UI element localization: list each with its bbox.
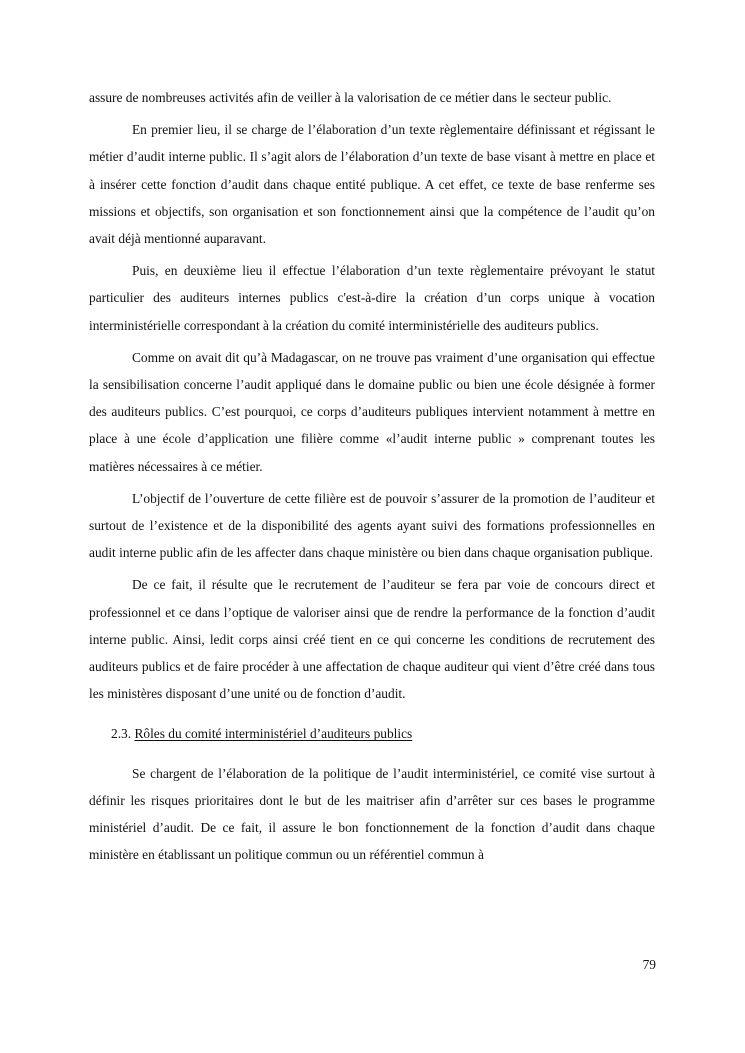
section-heading (111, 720, 655, 747)
paragraph-objective: L’objectif de l’ouverture de cette filière est de pouvoir s’assurer de la promotion de l’auditeur et surtout de l’existence et de la disponibilité des agents ayant suivi des formations professionnelles en audit interne public afin de les affecter dans chaque ministère ou bien dans chaque organisation publique. (89, 490, 655, 561)
paragraph-continuation: assure de nombreuses activités afin de veiller à la valorisation de ce métier dans le secteur public. (89, 90, 612, 105)
paragraph-recruitment: De ce fait, il résulte que le recrutement de l’auditeur se fera par voie de concours direct et professionnel et ce dans l’optique de valoriser ainsi que de rendre la performance de la fonction d’audit interne public. Ainsi, ledit corps ainsi créé tient en ce qui concerne les conditions de recrutement des auditeurs publics et de faire procéder à une affectation de chaque auditeur qui vient d’être créé dans tous les ministères disposant d’une unité ou de fonction d’audit. (89, 577, 655, 702)
section-title: Rôles du comité interministériel d’auditeurs publics (134, 726, 413, 742)
paragraph-second-role: Puis, en deuxième lieu il effectue l’élaboration d’un texte règlementaire prévoyant le statut particulier des auditeurs internes publics c'est-à-dire la création d’un corps unique à vocation interministérielle correspondant à la création du comité interministérielle des auditeurs publics. (89, 263, 655, 333)
paragraph-madagascar: Comme on avait dit qu’à Madagascar, on ne trouve pas vraiment d’une organisation qui effectue la sensibilisation concerne l’audit appliqué dans le domaine public ou bien une école désignée à former des auditeurs publics. C’est pourquoi, ce corps d’auditeurs publiques intervient notamment à mettre en place à une école d’application une filière comme «l’audit interne public » comprenant toutes les matières nécessaires à ce métier. (89, 349, 655, 474)
section-number: 2.3. (111, 726, 132, 742)
paragraph-first-role: En premier lieu, il se charge de l’élaboration d’un texte règlementaire définissant et régissant le métier d’audit interne public. Il s’agit alors de l’élaboration d’un texte de base visant à mettre en place et à insérer cette fonction d’audit dans chaque entité publique. A cet effet, ce texte de base renferme ses missions et objectifs, son organisation et son fonctionnement ainsi que la compétence de l’audit qu’on avait déjà mentionné auparavant. (89, 122, 655, 247)
paragraph-committee-role: Se chargent de l’élaboration de la politique de l’audit interministériel, ce comité vise surtout à définir les risques prioritaires dont le but de les maitriser afin d’arrêter sur ces bases le programme ministériel d’audit. De ce fait, il assure le bon fonctionnement de la fonction d’audit dans chaque ministère en établissant un politique commun ou un référentiel commun à (89, 765, 655, 863)
page-number: 79 (642, 957, 656, 972)
document-page (89, 84, 655, 868)
